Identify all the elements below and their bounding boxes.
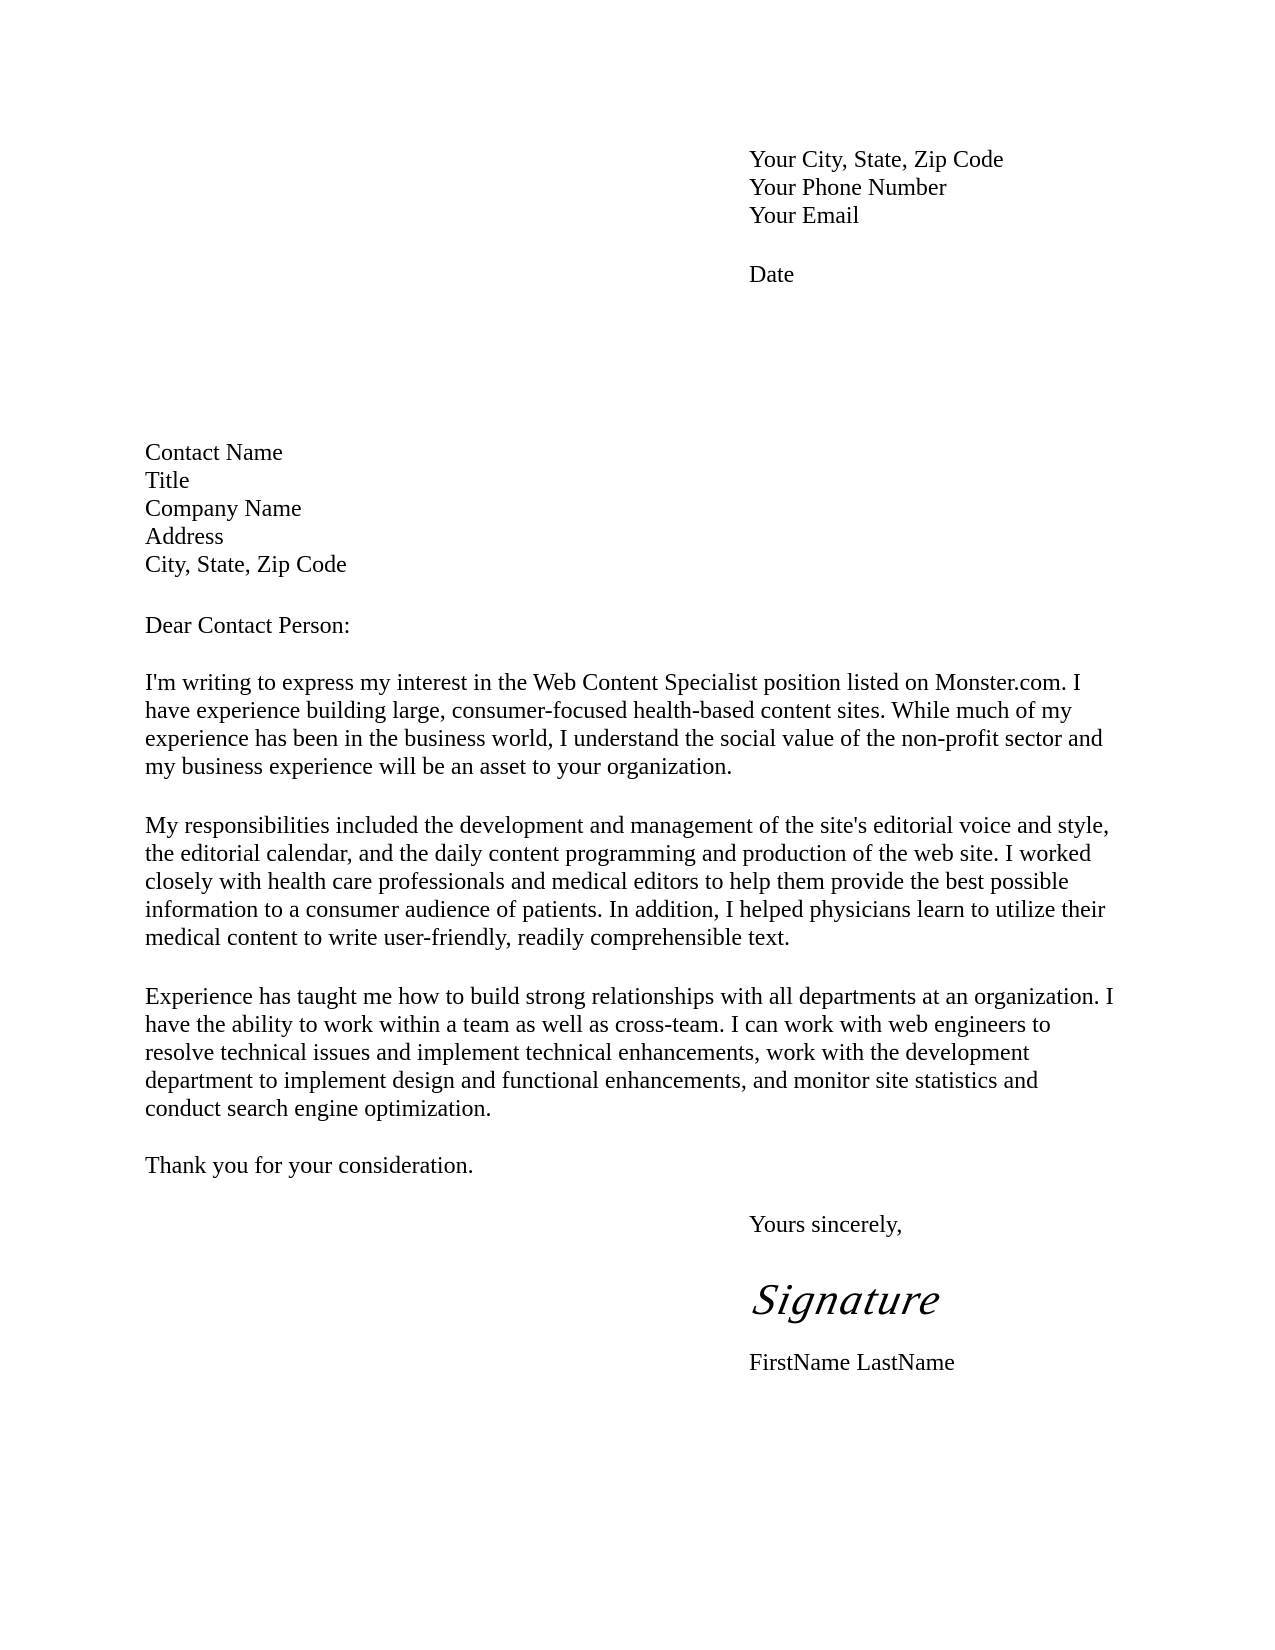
recipient-address-block: [145, 439, 1120, 579]
signature-line: [749, 1275, 1120, 1325]
date-text: Date: [749, 262, 795, 288]
recipient-company-name: Company Name: [145, 496, 302, 522]
body-paragraph-2: My responsibilities included the development and management of the site's editorial voice and style, the editorial calendar, and the daily content programming and production of the web site. I worked closely with health care professionals and medical editors to help them provide the best possible information to a consumer audience of patients. In addition, I helped physicians learn to utilize their medical content to write user-friendly, readily comprehensible text.: [145, 813, 1110, 951]
body-paragraph-3: Experience has taught me how to build strong relationships with all departments at an organization. I have the ability to work within a team as well as cross-team. I can work with web engineers to resolve technical issues and implement technical enhancements, work with the development department to implement design and functional enhancements, and monitor site statistics and conduct search engine optimization.: [145, 984, 1114, 1122]
handwritten-signature: Signature: [749, 1275, 948, 1324]
recipient-title: Title: [145, 468, 190, 494]
sender-phone: Your Phone Number: [749, 175, 947, 201]
recipient-contact-name: Contact Name: [145, 440, 283, 466]
valediction: Yours sincerely,: [749, 1212, 903, 1238]
recipient-address: Address: [145, 524, 224, 550]
salutation: Dear Contact Person:: [145, 613, 351, 639]
sender-email: Your Email: [749, 203, 860, 229]
closing-thanks-line: Thank you for your consideration.: [145, 1153, 474, 1179]
recipient-city-state-zip: City, State, Zip Code: [145, 552, 347, 578]
sender-address-block: [749, 146, 1120, 230]
signer-name: FirstName LastName: [749, 1350, 955, 1376]
sender-city-state-zip: Your City, State, Zip Code: [749, 147, 1004, 173]
body-paragraph-1: I'm writing to express my interest in the Web Content Specialist position listed on Monster.com. I have experience building large, consumer-focused health-based content sites. While much of my experience has been in the business world, I understand the social value of the non-profit sector and my business experience will be an asset to your organization.: [145, 670, 1103, 780]
